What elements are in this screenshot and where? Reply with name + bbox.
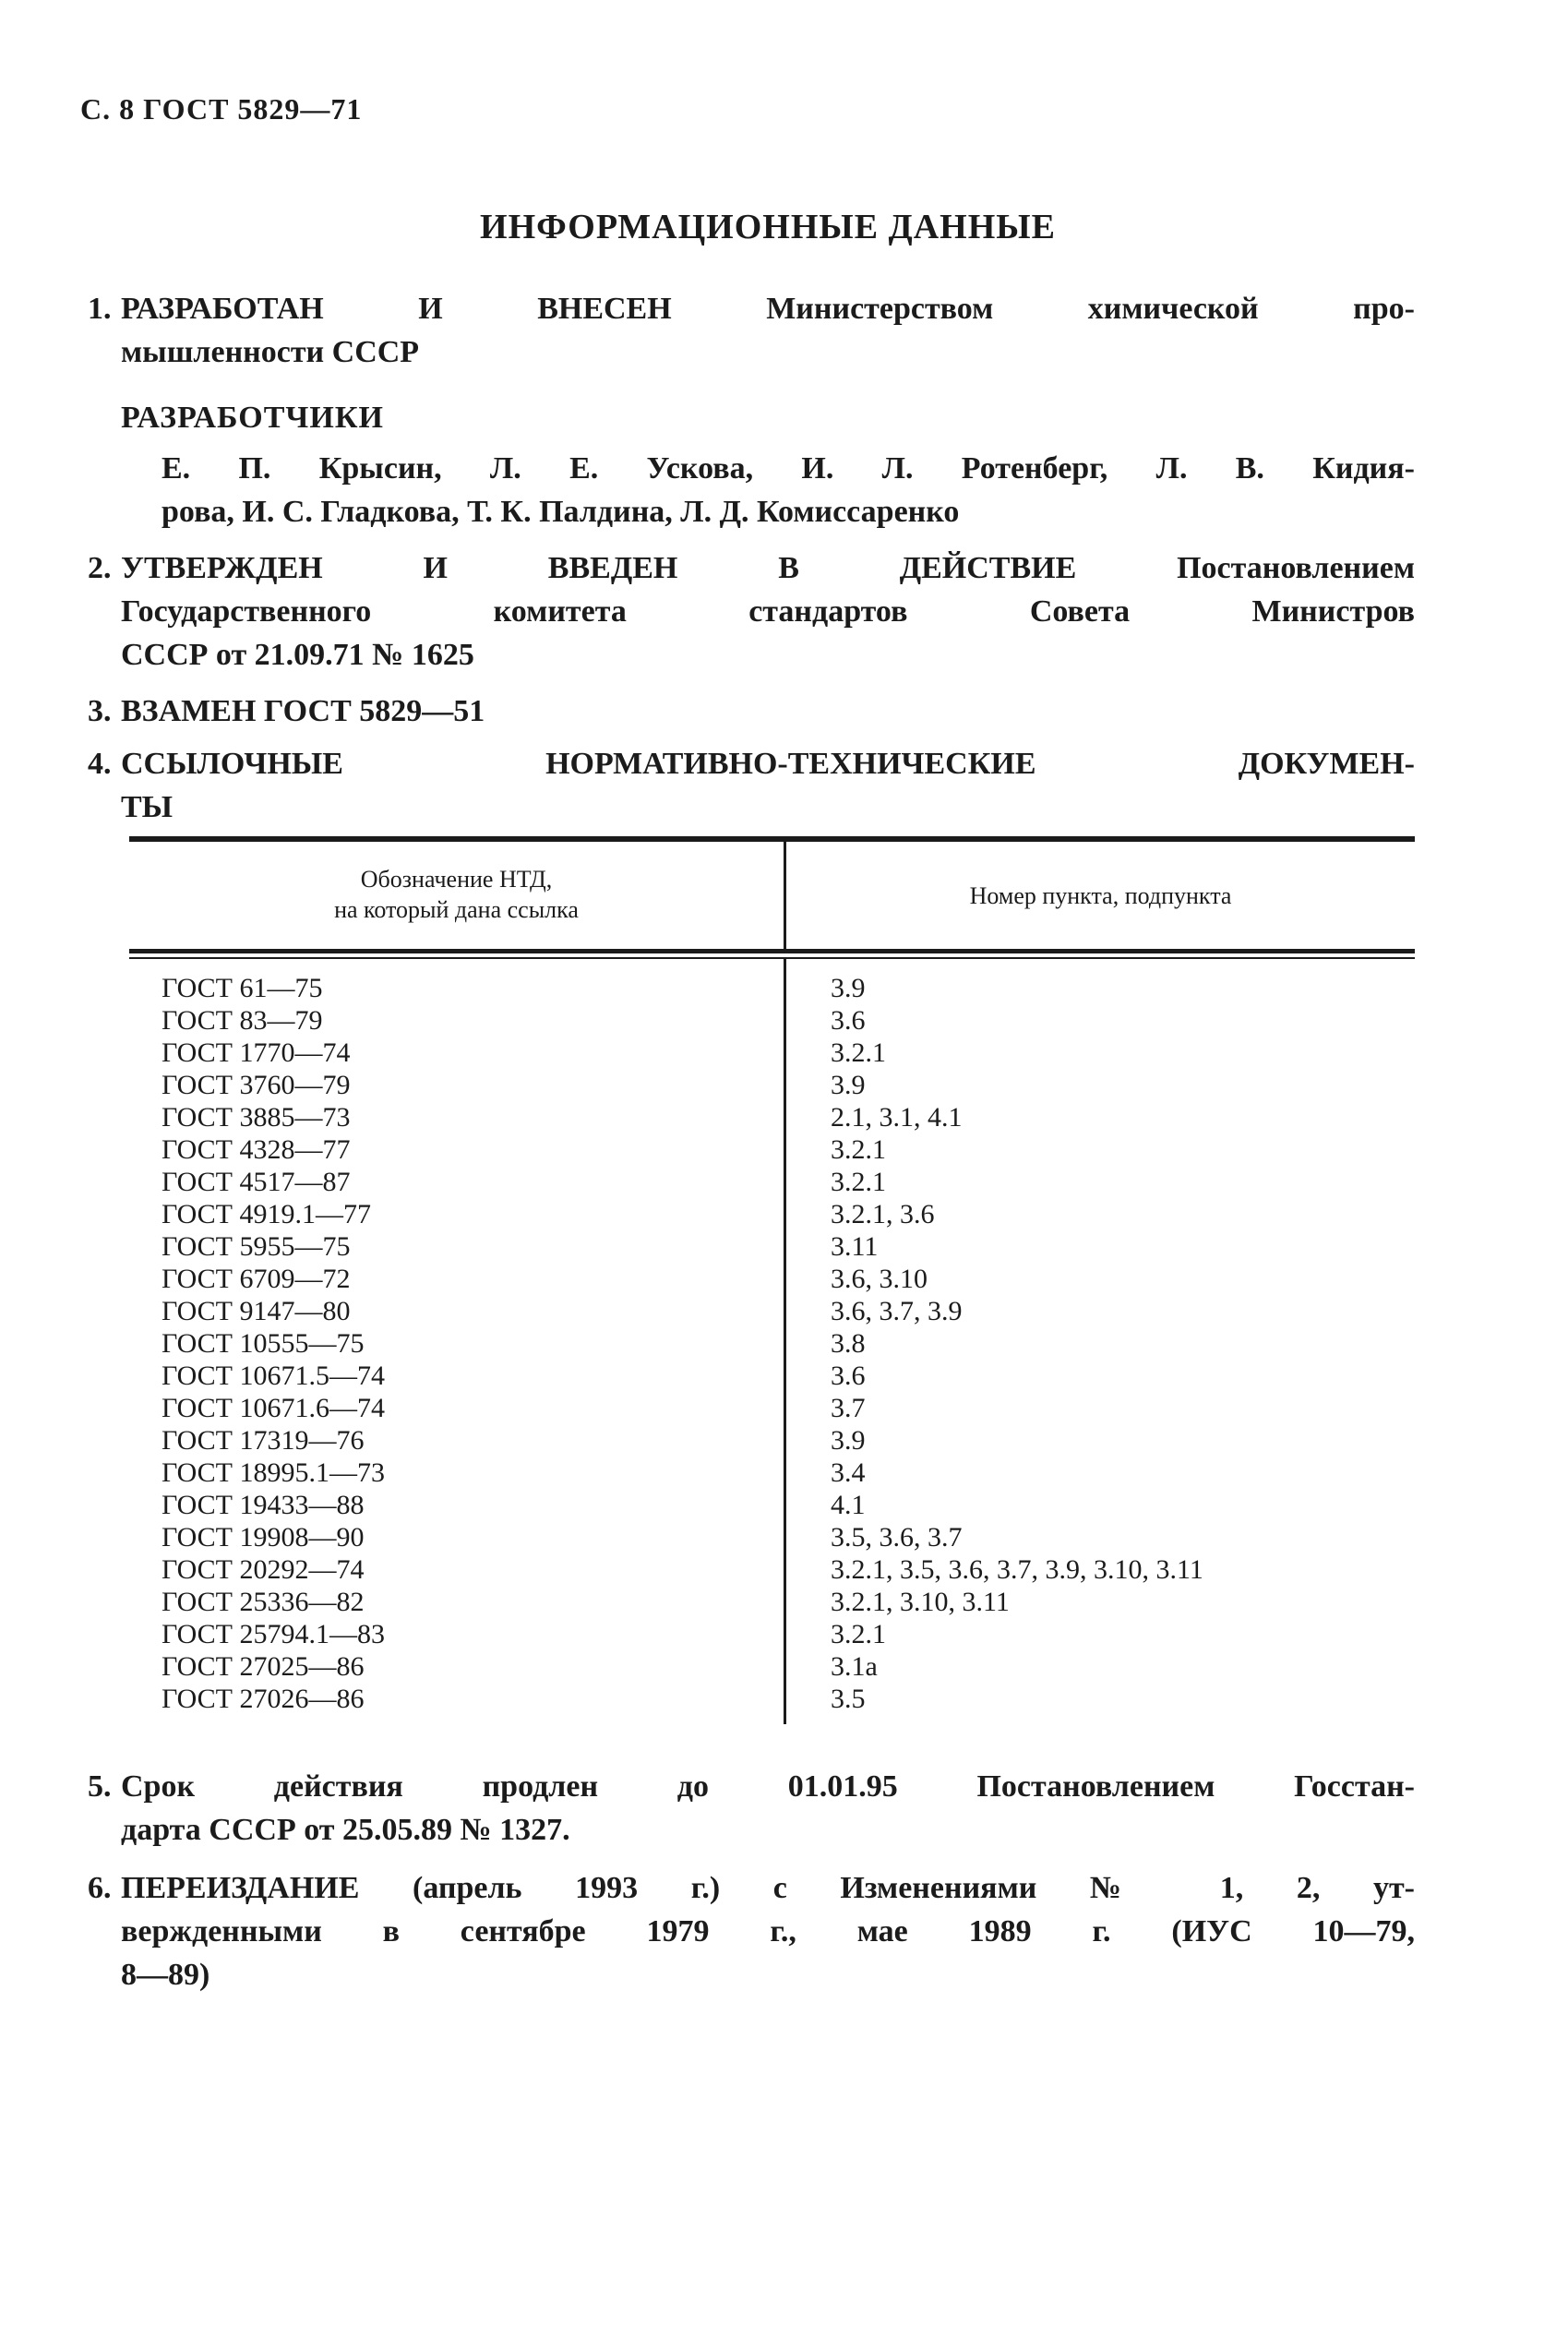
text-line: вержденными в сентябре 1979 г., мае 1989 г. (ИУС 10—79, <box>121 1914 1415 1948</box>
ntd-cell: ГОСТ 18995.1—73 <box>129 1457 786 1489</box>
text-line: СССР от 21.09.71 № 1625 <box>121 638 474 672</box>
ntd-cell: ГОСТ 10671.5—74 <box>129 1360 786 1392</box>
table-row <box>129 1392 1415 1424</box>
text-line: ВЗАМЕН ГОСТ 5829—51 <box>121 694 485 728</box>
text-line: РАЗРАБОТАН И ВНЕСЕН Министерством химической про- <box>121 292 1415 326</box>
ntd-cell: ГОСТ 10555—75 <box>129 1327 786 1360</box>
clause-cell: 3.6 <box>831 1005 866 1036</box>
page-header: С. 8 ГОСТ 5829—71 <box>80 92 363 126</box>
text-line: Е. П. Крысин, Л. Е. Ускова, И. Л. Ротенберг, Л. В. Кидия- <box>162 451 1415 486</box>
table-row <box>129 1650 1415 1683</box>
table-row <box>129 1586 1415 1618</box>
clause-cell: 3.2.1, 3.10, 3.11 <box>831 1587 1010 1617</box>
clause-cell: 3.2.1 <box>831 1037 886 1068</box>
text-line: на который дана ссылка <box>334 896 579 923</box>
developers-heading: РАЗРАБОТЧИКИ <box>121 401 384 435</box>
section-6-number: 6. <box>88 1871 112 1905</box>
ntd-cell: ГОСТ 19908—90 <box>129 1521 786 1553</box>
clause-cell: 4.1 <box>831 1490 866 1520</box>
section-5-validity <box>88 1765 1415 1852</box>
developers-names <box>162 447 1415 534</box>
ntd-cell: ГОСТ 25794.1—83 <box>129 1618 786 1650</box>
clause-cell: 3.9 <box>831 1425 866 1456</box>
text-line: рова, И. С. Гладкова, Т. К. Палдина, Л. Д. Комиссаренко <box>162 495 960 529</box>
clause-cell: 3.2.1, 3.5, 3.6, 3.7, 3.9, 3.10, 3.11 <box>831 1554 1203 1585</box>
section-2-approved <box>88 546 1415 677</box>
ntd-cell: ГОСТ 4328—77 <box>129 1133 786 1166</box>
section-4-references <box>88 742 1415 829</box>
clause-cell: 3.4 <box>831 1457 866 1488</box>
text-line: ССЫЛОЧНЫЕ НОРМАТИВНО-ТЕХНИЧЕСКИЕ ДОКУМЕН- <box>121 747 1415 781</box>
table-row <box>129 1198 1415 1230</box>
section-5-number: 5. <box>88 1769 112 1804</box>
table-row <box>129 1230 1415 1263</box>
clause-cell: 3.5 <box>831 1684 866 1714</box>
clause-cell: 3.2.1 <box>831 1167 886 1197</box>
text-line: ТЫ <box>121 790 174 824</box>
references-table <box>129 836 1415 1724</box>
text-line: Государственного комитета стандартов Совета Министров <box>121 594 1415 629</box>
section-4-text <box>121 742 1415 829</box>
clause-cell: 3.2.1 <box>831 1619 886 1649</box>
table-row <box>129 1263 1415 1295</box>
clause-cell: 3.2.1 <box>831 1134 886 1165</box>
table-row <box>129 1069 1415 1101</box>
table-row <box>129 1360 1415 1392</box>
table-row <box>129 1521 1415 1553</box>
section-1-developed <box>88 287 1415 374</box>
section-3-replaces <box>88 689 1415 733</box>
document-title: ИНФОРМАЦИОННЫЕ ДАННЫЕ <box>480 208 1056 246</box>
ntd-cell: ГОСТ 20292—74 <box>129 1553 786 1586</box>
section-1-text <box>121 287 1415 374</box>
section-2-number: 2. <box>88 551 112 585</box>
ntd-cell: ГОСТ 4919.1—77 <box>129 1198 786 1230</box>
section-6-reissue <box>88 1866 1415 1996</box>
table-row <box>129 959 1415 1004</box>
ntd-cell: ГОСТ 61—75 <box>129 959 786 1004</box>
text-line: Срок действия продлен до 01.01.95 Постановлением Госстан- <box>121 1769 1415 1804</box>
ntd-cell: ГОСТ 1770—74 <box>129 1037 786 1069</box>
clause-cell: 3.6, 3.7, 3.9 <box>831 1296 963 1326</box>
clause-cell: 3.6 <box>831 1361 866 1391</box>
references-table-header <box>129 842 1415 953</box>
section-6-text <box>121 1866 1415 1996</box>
text-line: ПЕРЕИЗДАНИЕ (апрель 1993 г.) с Изменениями № 1, 2, ут- <box>121 1871 1415 1905</box>
text-line: УТВЕРЖДЕН И ВВЕДЕН В ДЕЙСТВИЕ Постановлением <box>121 551 1415 585</box>
table-row <box>129 1295 1415 1327</box>
ntd-cell: ГОСТ 17319—76 <box>129 1424 786 1457</box>
ntd-cell: ГОСТ 3885—73 <box>129 1101 786 1133</box>
clause-cell: 3.11 <box>831 1231 879 1262</box>
text-line: 8—89) <box>121 1958 210 1992</box>
ntd-cell: ГОСТ 10671.6—74 <box>129 1392 786 1424</box>
text-line: мышленности СССР <box>121 335 420 369</box>
table-row <box>129 1133 1415 1166</box>
text-line: Обозначение НТД, <box>360 866 553 893</box>
section-2-text <box>121 546 1415 677</box>
clause-cell: 3.8 <box>831 1328 866 1359</box>
ntd-cell: ГОСТ 6709—72 <box>129 1263 786 1295</box>
ntd-cell: ГОСТ 9147—80 <box>129 1295 786 1327</box>
section-1-number: 1. <box>88 292 112 326</box>
clause-cell: 3.9 <box>831 1070 866 1100</box>
clause-cell: 2.1, 3.1, 4.1 <box>831 1102 963 1133</box>
clause-cell: 3.1а <box>831 1651 878 1682</box>
section-3-number: 3. <box>88 694 112 728</box>
table-row <box>129 1004 1415 1037</box>
ntd-cell: ГОСТ 3760—79 <box>129 1069 786 1101</box>
clause-cell: 3.7 <box>831 1393 866 1423</box>
ntd-cell: ГОСТ 5955—75 <box>129 1230 786 1263</box>
clause-cell: 3.9 <box>831 973 866 1003</box>
table-row <box>129 1327 1415 1360</box>
clause-cell: 3.2.1, 3.6 <box>831 1199 935 1229</box>
ntd-cell: ГОСТ 25336—82 <box>129 1586 786 1618</box>
ntd-cell: ГОСТ 83—79 <box>129 1004 786 1037</box>
table-row <box>129 1101 1415 1133</box>
ntd-cell: ГОСТ 27026—86 <box>129 1683 786 1724</box>
table-row <box>129 1618 1415 1650</box>
column-header-ntd <box>129 842 786 949</box>
clause-cell: 3.5, 3.6, 3.7 <box>831 1522 963 1553</box>
table-row <box>129 1489 1415 1521</box>
clause-cell: 3.6, 3.10 <box>831 1264 928 1294</box>
table-row <box>129 1683 1415 1724</box>
ntd-cell: ГОСТ 4517—87 <box>129 1166 786 1198</box>
column-header-clause <box>786 842 1415 949</box>
ntd-cell: ГОСТ 19433—88 <box>129 1489 786 1521</box>
table-row <box>129 1424 1415 1457</box>
text-line: Номер пункта, подпункта <box>969 881 1232 909</box>
section-5-text <box>121 1765 1415 1852</box>
table-row <box>129 1037 1415 1069</box>
table-row <box>129 1166 1415 1198</box>
text-line: дарта СССР от 25.05.89 № 1327. <box>121 1813 570 1847</box>
section-4-number: 4. <box>88 747 112 781</box>
references-table-body <box>129 957 1415 1724</box>
ntd-cell: ГОСТ 27025—86 <box>129 1650 786 1683</box>
table-row <box>129 1553 1415 1586</box>
table-row <box>129 1457 1415 1489</box>
section-3-text <box>121 689 1415 733</box>
